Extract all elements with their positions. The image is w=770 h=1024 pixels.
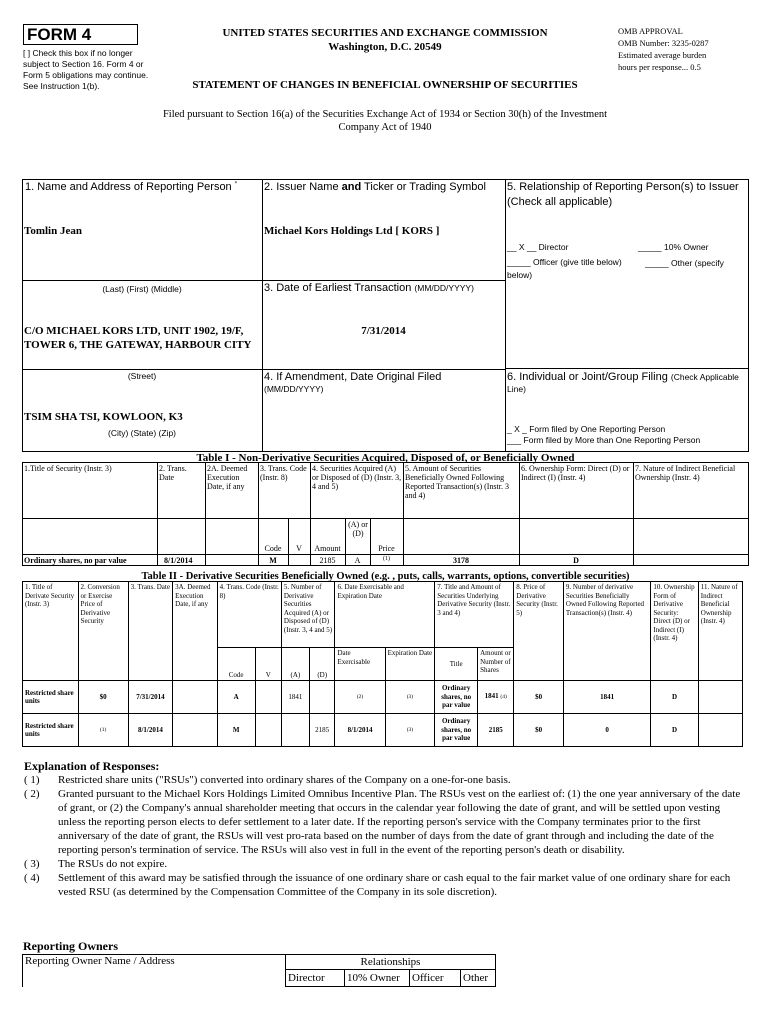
table1-title: Table I - Non-Derivative Securities Acquired, Disposed of, or Beneficially Owned [196, 452, 575, 464]
no-longer-subject-note: [ ] Check this box if no longer subject to Section 16. Form 4 or Form 5 obligations may continue. See Instruction 1(b). [23, 48, 149, 91]
owners-ten-pct: 10% Owner [345, 970, 410, 987]
t2-title: Title [435, 648, 478, 681]
t2-h1: 1. Title of Derivate Security (Instr. 3) [23, 582, 79, 681]
reporting-person-name: Tomlin Jean [24, 225, 82, 237]
reporting-person-label-text: 1. Name and Address of Reporting Person [25, 181, 232, 193]
city-label: (City) (State) (Zip) [108, 428, 176, 438]
t2-r1-exp: (3) [385, 714, 435, 747]
amendment-label: 4. If Amendment, Date Original Filed [264, 371, 442, 383]
other-checkbox-text: _____ Other (specify below) [507, 258, 724, 280]
fn-3-text: The RSUs do not expire. [58, 858, 168, 870]
t2-r0-exp: (3) [385, 681, 435, 714]
t2-a: (A) [281, 648, 309, 681]
other-checkbox [507, 257, 749, 281]
t2-r1-d: 2185 [309, 714, 335, 747]
t2-amount: Amount or Number of Shares [478, 648, 514, 681]
omb-number: OMB Number: 3235-0287 [618, 38, 709, 48]
issuer-label-post: Ticker or Trading Symbol [361, 181, 486, 193]
omb-hours: hours per response... 0.5 [618, 62, 701, 72]
street-label: (Street) [127, 371, 157, 381]
reporting-person-label [25, 181, 237, 193]
t2-r1-date: 8/1/2014 [128, 714, 173, 747]
earliest-transaction-label [264, 282, 474, 294]
t2-r0-und-amount: 1841 [484, 692, 499, 701]
omb-approval-title: OMB APPROVAL [618, 26, 683, 36]
t2-r0-form: D [651, 681, 698, 714]
t2-h7: 7. Title and Amount of Securities Underlying Derivative Security (Instr. 3 and 4) [435, 582, 514, 648]
t2-h3a: 3A. Deemed Execution Date, if any [173, 582, 218, 681]
t2-r1-code: M [217, 714, 255, 747]
t2-h11: 11. Nature of Indirect Beneficial Ownership (Instr. 4) [698, 582, 742, 681]
t1-price: Price [378, 544, 395, 553]
t2-h2: 2. Conversion or Exercise Price of Derivative Security [78, 582, 128, 681]
owners-col-name: Reporting Owner Name / Address [23, 955, 286, 987]
t1-row-amount: 2185 [319, 556, 336, 565]
t1-v: V [296, 544, 302, 553]
t2-r0-d [309, 681, 335, 714]
t2-r0-a: 1841 [281, 681, 309, 714]
table-row [23, 714, 743, 747]
officer-checkbox: _____ Officer (give title below) [507, 257, 622, 267]
filing-label [507, 371, 749, 395]
fn-1-text: Restricted share units ("RSUs") converted into ordinary shares of the Company on a one-for-one basis. [58, 774, 511, 786]
t1-h7: 7. Nature of Indirect Beneficial Ownership (Instr. 4) [635, 464, 736, 482]
t1-code: Code [264, 544, 282, 553]
t2-r0-date: 7/31/2014 [128, 681, 173, 714]
name-parts-label: (Last) (First) (Middle) [102, 284, 182, 294]
t2-r1-und-amount: 2185 [478, 714, 514, 747]
t2-r1-und-title: Ordinary shares, no par value [435, 714, 478, 747]
t2-r1-a [281, 714, 309, 747]
t2-r0-der-price: $0 [514, 681, 564, 714]
t2-r1-title: Restricted share units [23, 714, 79, 747]
t1-amount: Amount [314, 544, 341, 553]
t1-row-form: D [573, 556, 579, 565]
owners-director: Director [286, 970, 345, 987]
t1-row-code: M [269, 556, 277, 565]
t1-h3: 3. Trans. Code (Instr. 8) [260, 464, 307, 482]
earliest-transaction-value: 7/31/2014 [361, 325, 406, 337]
t2-r0-owned: 1841 [563, 681, 651, 714]
list-item [24, 871, 748, 899]
explanation-list [24, 773, 748, 899]
form-title-box [23, 24, 138, 45]
t1-row-owned: 3178 [453, 556, 469, 565]
relationship-label: 5. Relationship of Reporting Person(s) to Issuer [507, 181, 739, 193]
t1-h1: 1.Title of Security (Instr. 3) [24, 464, 112, 473]
t1-row-ad: A [354, 556, 361, 565]
relationship-sub: (Check all applicable) [507, 196, 613, 208]
t2-r0-und-title: Ordinary shares, no par value [435, 681, 478, 714]
t2-v: V [255, 648, 281, 681]
issuer-label-and: and [341, 181, 362, 193]
t1-h5: 5. Amount of Securities Beneficially Owned Following Reported Transaction(s) (Instr. 3 and 4) [405, 464, 509, 500]
t2-code: Code [217, 648, 255, 681]
t1-h6: 6. Ownership Form: Direct (D) or Indirect (I) (Instr. 4) [521, 464, 630, 482]
t2-r0-und-amount-cell [478, 681, 514, 714]
amendment-format: (MM/DD/YYYY) [264, 384, 324, 394]
t1-row-price: (1) [383, 556, 390, 562]
t2-r1-der-price: $0 [514, 714, 564, 747]
t2-h5: 5. Number of Derivative Securities Acquired (A) or Disposed of (D) (Instr. 3, 4 and 5) [281, 582, 335, 648]
table-row [23, 681, 743, 714]
t2-r0-code: A [217, 681, 255, 714]
t2-h8: 8. Price of Derivative Security (Instr. 5) [514, 582, 564, 681]
t2-r1-date-ex: 8/1/2014 [335, 714, 385, 747]
street-address: C/O MICHAEL KORS LTD, UNIT 1902, 19/F, TOWER 6, THE GATEWAY, HARBOUR CITY [24, 325, 252, 351]
explanation-title: Explanation of Responses: [24, 759, 160, 773]
issuer-label-pre: 2. Issuer Name [264, 181, 342, 193]
t2-d: (D) [309, 648, 335, 681]
list-item [24, 773, 748, 787]
owners-title: Reporting Owners [23, 939, 118, 953]
form-title: FORM 4 [27, 25, 92, 44]
t2-h10: 10. Ownership Form of Derivative Security: Direct (D) or Indirect (I) (Instr. 4) [651, 582, 698, 681]
filing-label-small: (Check Applicable Line) [507, 372, 739, 394]
filing-opt-one: _ X _ Form filed by One Reporting Person [507, 424, 666, 434]
fn-3-num: ( 3) [24, 858, 40, 870]
t2-r0-price: $0 [78, 681, 128, 714]
fn-4-num: ( 4) [24, 872, 40, 884]
t2-h4: 4. Trans. Code (Instr. 8) [217, 582, 281, 648]
t2-r0-und-note: (4) [500, 694, 507, 701]
filing-opt-multiple: ___ Form filed by More than One Reporting Person [507, 435, 701, 445]
list-item [24, 787, 748, 857]
t1-h2a: 2A. Deemed Execution Date, if any [207, 464, 248, 491]
t2-exp: Expiration Date [385, 648, 435, 681]
owners-officer: Officer [410, 970, 461, 987]
t1-row-title: Ordinary shares, no par value [24, 556, 127, 565]
footnote-marker: * [234, 181, 238, 188]
owners-other: Other [461, 970, 496, 987]
filing-label-text: 6. Individual or Joint/Group Filing [507, 371, 668, 383]
agency-location: Washington, D.C. 20549 [328, 41, 442, 53]
t1-ad: (A) or (D) [348, 520, 368, 538]
t1-row-date: 8/1/2014 [164, 556, 193, 565]
owners-col-rel: Relationships [286, 955, 496, 970]
ten-pct-checkbox: _____ 10% Owner [638, 242, 709, 252]
t2-date-ex: Date Exercisable [335, 648, 385, 681]
t1-h4: 4. Securities Acquired (A) or Disposed of (D) (Instr. 3, 4 and 5) [312, 464, 402, 491]
issuer-label [264, 181, 486, 193]
omb-burden: Estimated average burden [618, 50, 707, 60]
fn-4-text: Settlement of this award may be satisfied through the issuance of one ordinary share or cash equal to the fair market value of one ordinary share for each vested RSU (as determined by the Compensation Committee of the Company in its sole discretion). [58, 872, 731, 898]
t2-h9: 9. Number of derivative Securities Beneficially Owned Following Reported Transaction(s) (Instr. 4) [563, 582, 651, 681]
table2-title: Table II - Derivative Securities Beneficially Owned (e.g. , puts, calls, warrants, options, convertible securities) [141, 571, 630, 582]
fn-1-num: ( 1) [24, 774, 40, 786]
t2-r0-title: Restricted share units [23, 681, 79, 714]
city-address: TSIM SHA TSI, KOWLOON, K3 [24, 411, 183, 423]
t2-r1-form: D [651, 714, 698, 747]
fn-2-text: Granted pursuant to the Michael Kors Holdings Limited Omnibus Incentive Plan. The RSUs vest on the earliest of: (1) the one year anniversary of the date of grant, or (2) the Company's annual shareholder meeting that occurs in the calendar year following the date of grant, and will be settled upon vesting unless the reporting person elects to defer settlement to a later date. If the reporting person's service with the Company terminates prior to the first anniversary of the date of grant, the RSUs will vest pro-rata based on the number of days from the date of grant through and including the date of the reporting person's termination of service. The RSUs will also vest in full in the event of the reporting person's death or disability. [58, 788, 741, 856]
t1-h2: 2. Trans. Date [159, 464, 187, 482]
owners-table [22, 954, 496, 987]
t2-r0-date-ex: (2) [335, 681, 385, 714]
director-checkbox: __ X __ Director [507, 242, 569, 252]
filed-pursuant: Filed pursuant to Section 16(a) of the Securities Exchange Act of 1934 or Section 30(h) of the Investment Company Act of 1940 [162, 109, 608, 133]
issuer-value: Michael Kors Holdings Ltd [ KORS ] [264, 225, 440, 237]
t2-h3: 3. Trans. Date [128, 582, 173, 681]
t2-r1-price: (1) [78, 714, 128, 747]
fn-2-num: ( 2) [24, 788, 40, 800]
earliest-transaction-format: (MM/DD/YYYY) [414, 283, 474, 293]
table2 [22, 581, 743, 747]
list-item [24, 857, 748, 871]
t2-r1-owned: 0 [563, 714, 651, 747]
t2-h6: 6. Date Exercisable and Expiration Date [335, 582, 435, 648]
omb-approval [618, 25, 758, 73]
agency-name: UNITED STATES SECURITIES AND EXCHANGE COMMISSION [222, 27, 548, 39]
statement-title: STATEMENT OF CHANGES IN BENEFICIAL OWNERSHIP OF SECURITIES [192, 79, 578, 91]
earliest-transaction-label-text: 3. Date of Earliest Transaction [264, 282, 412, 294]
